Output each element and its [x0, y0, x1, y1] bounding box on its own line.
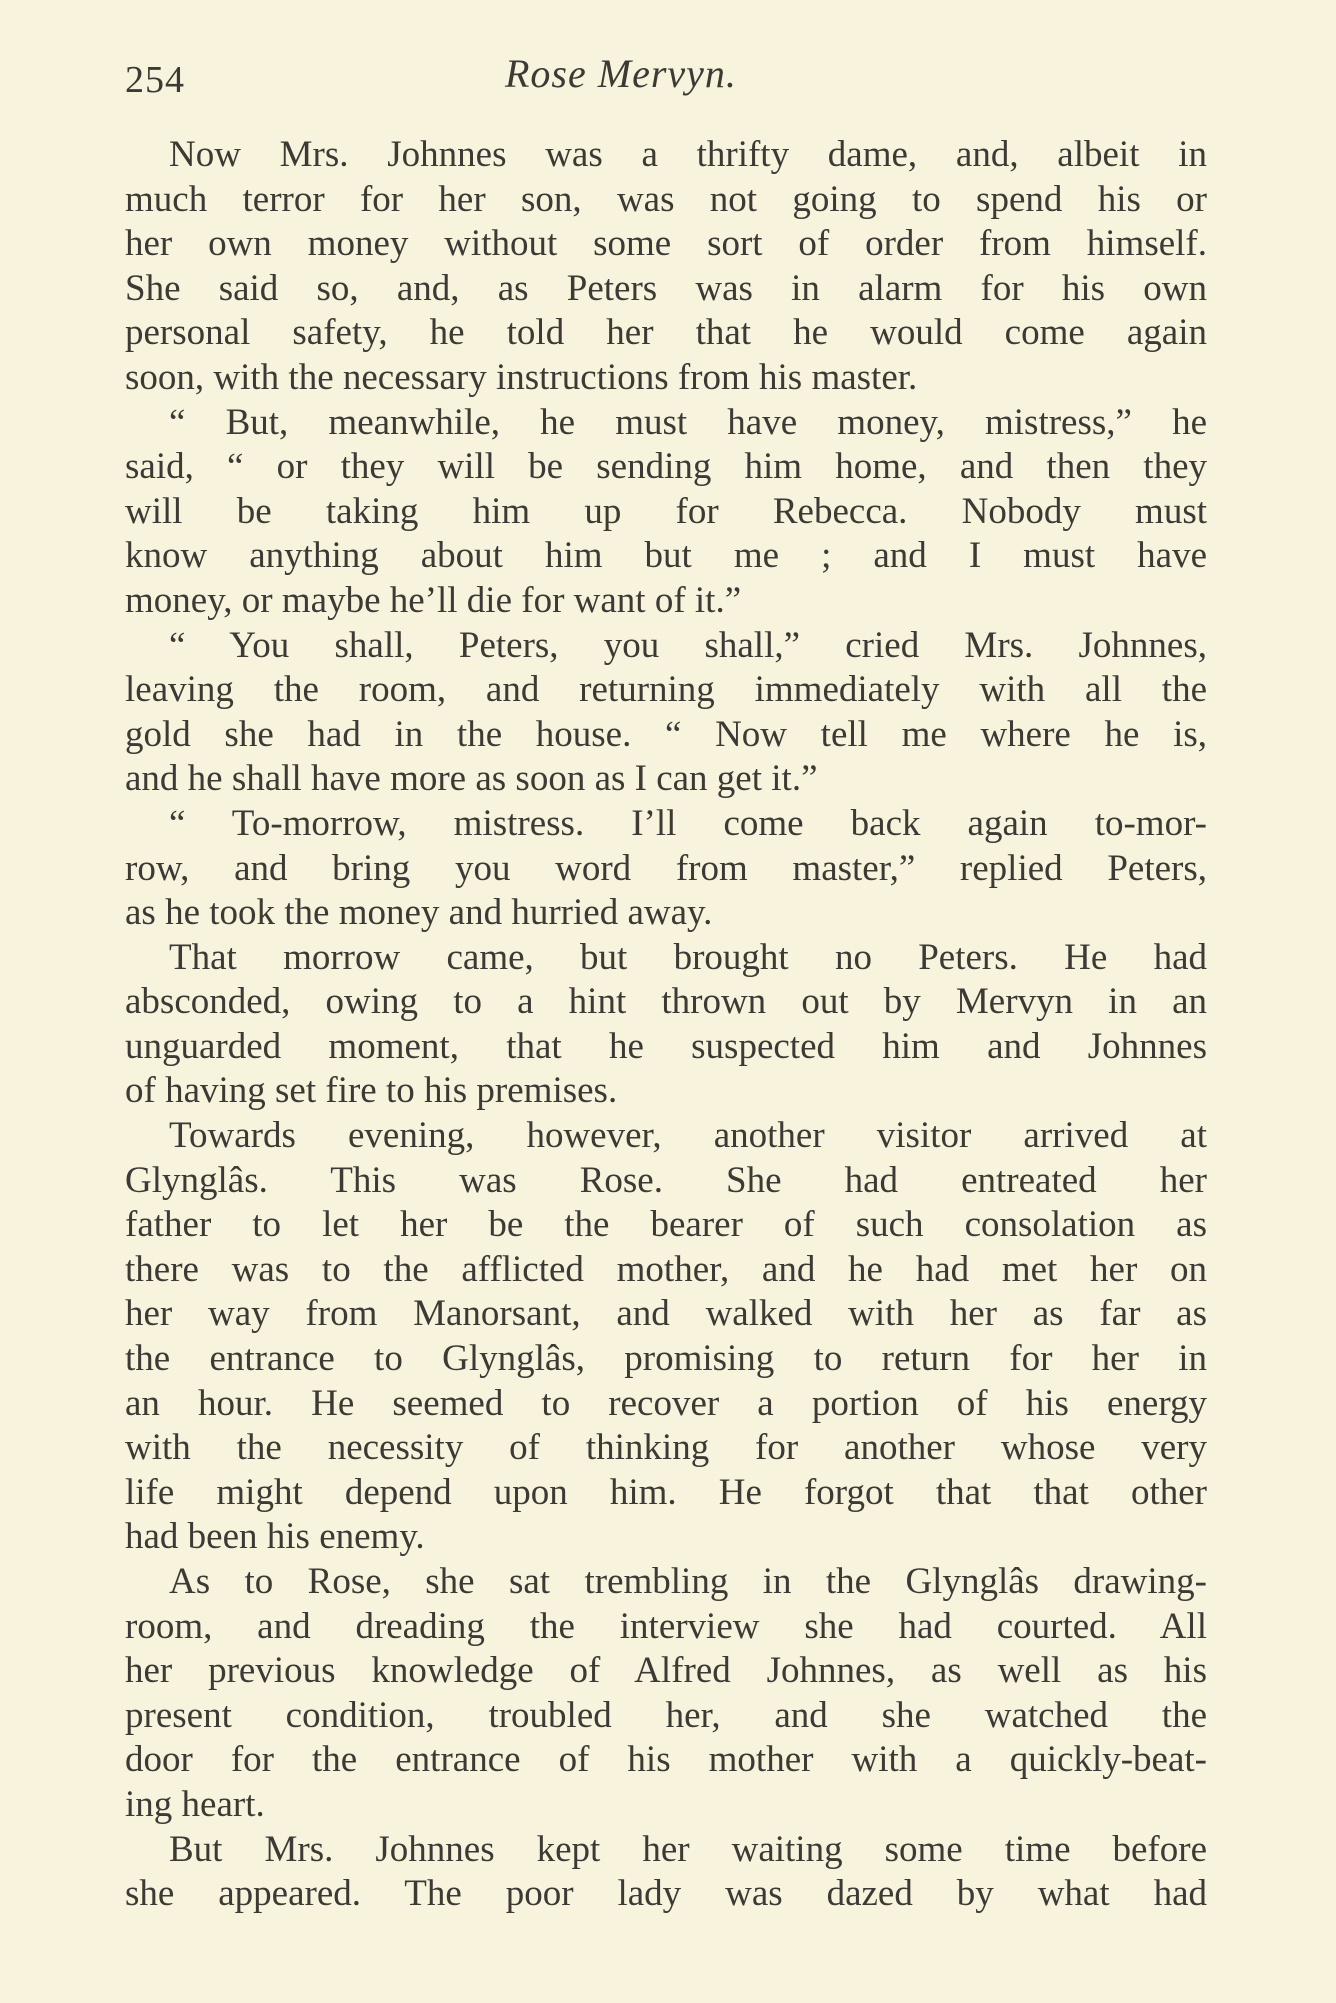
text-line: row, and bring you word from master,” replied Peters, [125, 847, 1207, 889]
text-line: gold she had in the house. “ Now tell me where he is, [125, 713, 1207, 755]
text-line: leaving the room, and returning immediately with all the [125, 669, 1207, 711]
text-line: she appeared. The poor lady was dazed by what had [125, 1873, 1207, 1915]
text-line: there was to the afflicted mother, and he had met her on [125, 1248, 1207, 1290]
text-line: door for the entrance of his mother with a quickly-beat- [125, 1739, 1207, 1781]
text-line: with the necessity of thinking for another whose very [125, 1427, 1207, 1469]
text-line: unguarded moment, that he suspected him and Johnnes [125, 1025, 1207, 1067]
text-line: the entrance to Glynglâs, promising to return for her in [125, 1338, 1207, 1380]
text-line: will be taking him up for Rebecca. Nobody must [125, 490, 1207, 532]
body-text [125, 133, 1207, 1917]
text-line: said, “ or they will be sending him home, and then they [125, 446, 1207, 488]
text-line: know anything about him but me ; and I must have [125, 535, 1207, 577]
text-line: As to Rose, she sat trembling in the Glynglâs drawing- [169, 1561, 1207, 1602]
text-line: room, and dreading the interview she had courted. All [125, 1605, 1207, 1647]
text-line: her way from Manorsant, and walked with her as far as [125, 1293, 1207, 1335]
text-line: father to let her be the bearer of such consolation as [125, 1204, 1207, 1246]
page-number: 254 [125, 59, 185, 101]
text-line: life might depend upon him. He forgot that that other [125, 1471, 1207, 1513]
text-line: an hour. He seemed to recover a portion of his energy [125, 1382, 1207, 1424]
running-title: Rose Mervyn. [505, 51, 737, 96]
text-line: “ To-morrow, mistress. I’ll come back again to-mor- [169, 802, 1207, 844]
text-line: Now Mrs. Johnnes was a thrifty dame, and, albeit in [169, 134, 1207, 175]
text-line: “ But, meanwhile, he must have money, mistress,” he [169, 401, 1207, 443]
text-line: Glynglâs. This was Rose. She had entreated her [125, 1159, 1207, 1201]
text-line: But Mrs. Johnnes kept her waiting some time before [169, 1828, 1207, 1870]
text-line: absconded, owing to a hint thrown out by Mervyn in an [125, 981, 1207, 1023]
text-line: of having set fire to his premises. [125, 1070, 618, 1112]
text-line: and he shall have more as soon as I can get it.” [125, 758, 818, 800]
text-line: as he took the money and hurried away. [125, 892, 713, 934]
text-line: much terror for her son, was not going to spend his or [125, 178, 1207, 220]
text-line: had been his enemy. [125, 1516, 425, 1558]
text-line: Towards evening, however, another visitor arrived at [169, 1115, 1207, 1157]
text-line: present condition, troubled her, and she watched the [125, 1694, 1207, 1736]
text-line: money, or maybe he’ll die for want of it.” [125, 579, 742, 621]
text-line: She said so, and, as Peters was in alarm for his own [125, 267, 1207, 309]
text-line: her previous knowledge of Alfred Johnnes, as well as his [125, 1650, 1207, 1692]
text-line: ing heart. [125, 1783, 265, 1825]
text-line: personal safety, he told her that he would come again [125, 312, 1207, 354]
text-line: “ You shall, Peters, you shall,” cried Mrs. Johnnes, [169, 624, 1207, 666]
text-line: That morrow came, but brought no Peters. He had [169, 936, 1207, 978]
text-line: soon, with the necessary instructions from his master. [125, 356, 918, 398]
page-header [125, 50, 1205, 110]
text-line: her own money without some sort of order from himself. [125, 223, 1207, 265]
